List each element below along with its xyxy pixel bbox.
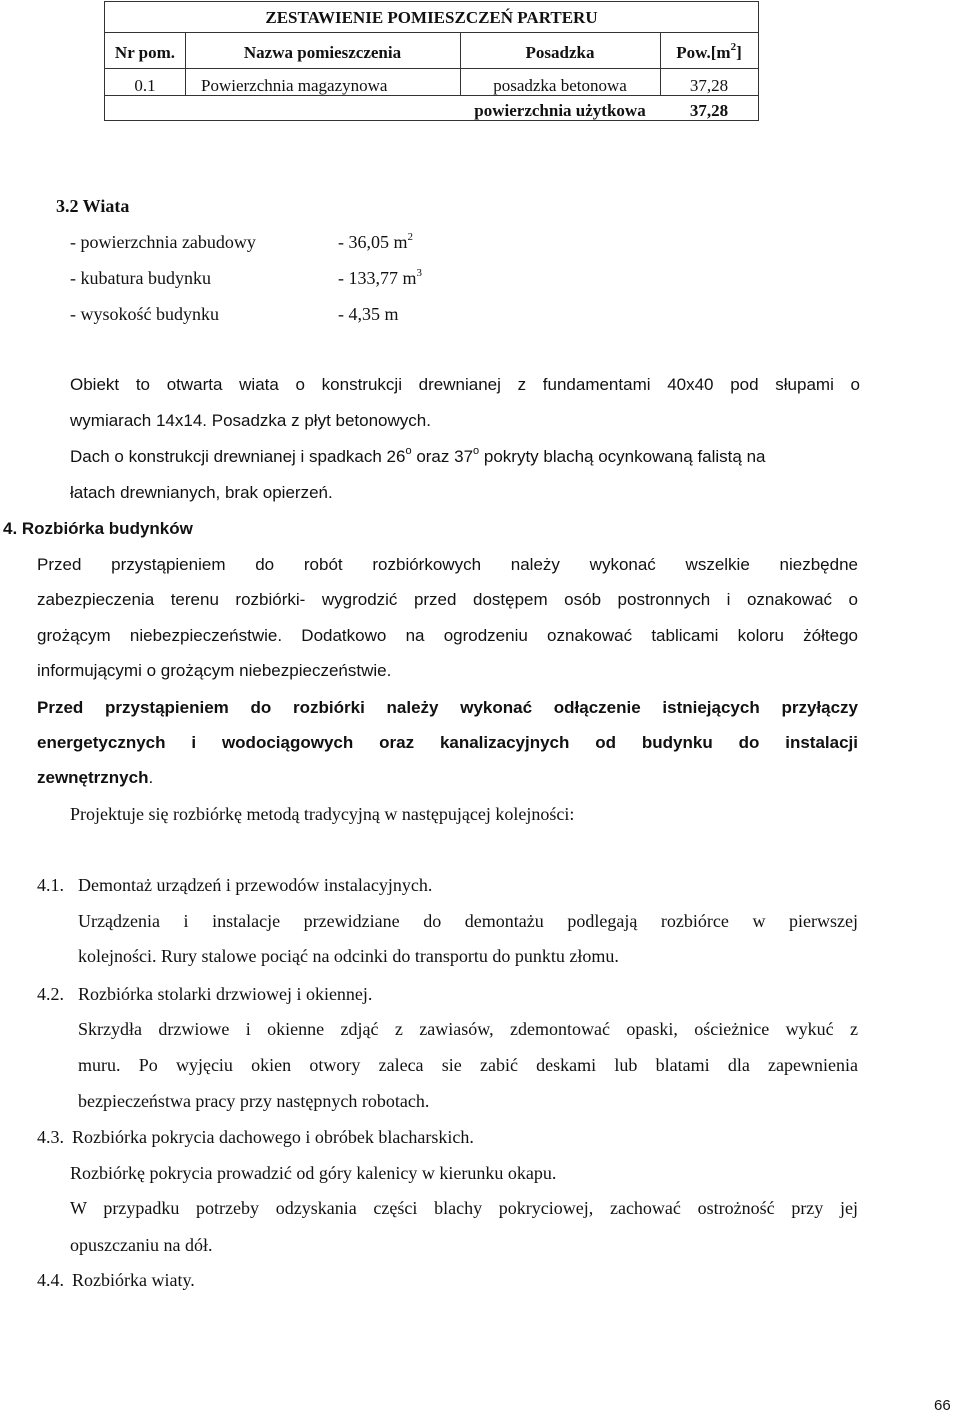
wiata-item-value: - 133,77 $m^3$	[338, 267, 422, 288]
row-floor: posadzka betonowa	[493, 76, 627, 95]
subsection-number: 4.2.	[37, 984, 64, 1004]
subsection-text: opuszczaniu na dół.	[70, 1235, 213, 1255]
subsection-number: 4.4.	[37, 1270, 64, 1290]
subsection-title: Rozbiórka wiaty.	[72, 1270, 195, 1290]
method-paragraph: Projektuje się rozbiórkę metodą tradycyjną w następującej kolejności:	[70, 804, 575, 824]
section4-heading: 4. Rozbiórka budynków	[3, 519, 193, 538]
subsection-text: Skrzydła drzwiowe i okienne zdjąć z zawiasów, zdemontować opaski, ościeżnice wykuć z	[78, 1019, 858, 1039]
table-rule	[185, 32, 186, 95]
wiata-description: Obiekt to otwarta wiata o konstrukcji drewnianej z fundamentami 40x40 pod słupami o	[70, 375, 860, 394]
subsection-text: Urządzenia i instalacje przewidziane do demontażu podlegają rozbiórce w pierwszej	[78, 911, 858, 931]
subsection-text: kolejności. Rury stalowe pociąć na odcinki do transportu do punktu złomu.	[78, 946, 619, 966]
wiata-description: wymiarach 14x14. Posadzka z płyt betonowych.	[70, 411, 431, 430]
subsection-text: W przypadku potrzeby odzyskania części blachy pokryciowej, zachować ostrożność przy jej	[70, 1198, 858, 1218]
section4-paragraph: zabezpieczenia terenu rozbiórki- wygrodzić przed dostępem osób postronnych i oznakować o	[37, 590, 858, 609]
wiata-roof: Dach o konstrukcji drewnianej i spadkach 26$^o$ oraz 37$^o$ pokryty blachą ocynkowaną falistą na	[70, 445, 766, 466]
subsection-text: bezpieczeństwa pracy przy następnych robotach.	[78, 1091, 430, 1111]
warning-paragraph: zewnętrznych.	[37, 768, 154, 787]
subsection-title: Demontaż urządzeń i przewodów instalacyjnych.	[78, 875, 433, 895]
row-nr: 0.1	[134, 76, 156, 95]
wiata-item-label: - kubatura budynku	[70, 268, 211, 288]
header-floor: Posadzka	[525, 43, 595, 62]
warning-paragraph: Przed przystąpieniem do rozbiórki należy wykonać odłączenie istniejących przyłączy	[37, 698, 858, 717]
wiata-item-value: - 4,35 m	[338, 304, 399, 324]
header-area: $Pow.[m^2]$	[676, 41, 742, 62]
rooms-table	[104, 1, 759, 121]
table-title: ZESTAWIENIE POMIESZCZEŃ PARTERU	[265, 8, 598, 27]
header-nr: Nr pom.	[114, 43, 176, 62]
section4-paragraph: Przed przystąpieniem do robót rozbiórkowych należy wykonać wszelkie niezbędne	[37, 555, 858, 574]
total-value: 37,28	[689, 101, 729, 120]
wiata-item-value: - 36,05 $m^2$	[338, 231, 413, 252]
wiata-roof: łatach drewnianych, brak opierzeń.	[70, 483, 333, 502]
row-name: Powierzchnia magazynowa	[201, 76, 388, 95]
subsection-title: Rozbiórka pokrycia dachowego i obróbek blacharskich.	[72, 1127, 474, 1147]
section4-paragraph: informującymi o grożącym niebezpieczeństwie.	[37, 661, 392, 680]
subsection-title: Rozbiórka stolarki drzwiowej i okiennej.	[78, 984, 373, 1004]
header-name: Nazwa pomieszczenia	[243, 43, 402, 62]
table-rule	[105, 95, 758, 96]
warning-paragraph: energetycznych i wodociągowych oraz kanalizacyjnych od budynku do instalacji	[37, 733, 858, 752]
wiata-item-label: - powierzchnia zabudowy	[70, 232, 256, 252]
row-area: 37,28	[689, 76, 729, 95]
subsection-text: muru. Po wyjęciu okien otwory zaleca sie zabić deskami lub blatami dla zapewnienia	[78, 1055, 858, 1075]
page-number: 66	[934, 1397, 951, 1414]
total-label: powierzchnia użytkowa	[474, 101, 646, 120]
section4-paragraph: grożącym niebezpieczeństwie. Dodatkowo na ogrodzeniu oznakować tablicami koloru żółtego	[37, 626, 858, 645]
subsection-text: Rozbiórkę pokrycia prowadzić od góry kalenicy w kierunku okapu.	[70, 1163, 557, 1183]
subsection-number: 4.1.	[37, 875, 64, 895]
subsection-number: 4.3.	[37, 1127, 64, 1147]
wiata-heading: 3.2 Wiata	[56, 196, 130, 216]
wiata-item-label: - wysokość budynku	[70, 304, 219, 324]
